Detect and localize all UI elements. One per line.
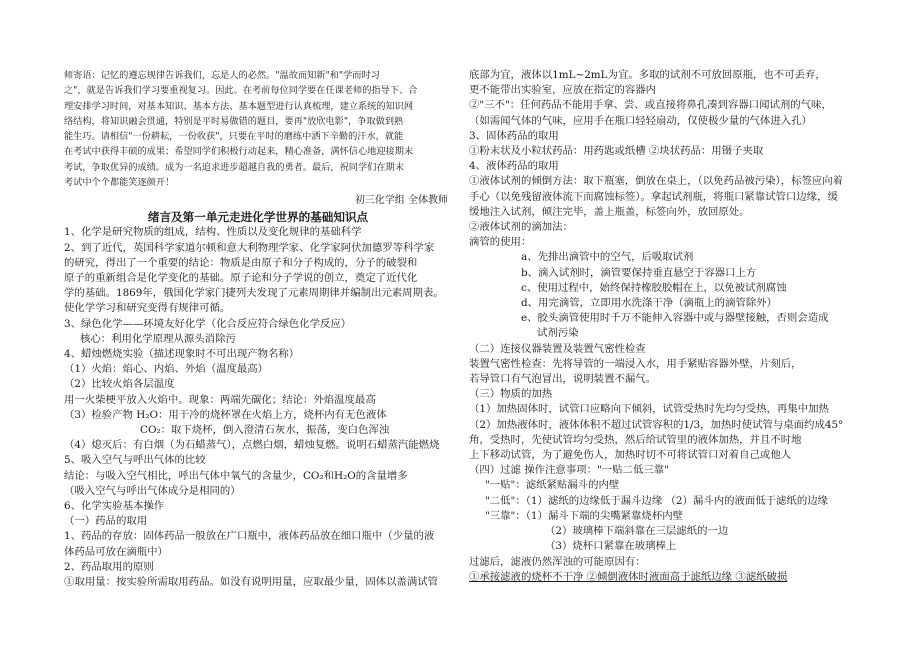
text-line: （四）过滤 操作注意事项："一贴二低三靠" <box>469 464 669 477</box>
text-line: ①取用量：按实验所需取用药品。如没有说明用量，应取最少量，固体以盖满试管 <box>64 576 439 589</box>
intro-line: 在考试中获得丰硕的成果；希望同学们积极行动起来，精心准备，满怀信心地迎接期末 <box>64 146 414 158</box>
text-line: （如需闻气体的气味，应用手在瓶口轻轻扇动，仅使极少量的气体进入孔） <box>469 114 812 127</box>
text-line: "一贴"：滤纸紧贴漏斗的内壁 <box>485 479 620 492</box>
text-line: ①承接滤液的烧杯不干净 ②倾倒液体时液面高于滤纸边缘 ③滤纸破损 <box>469 570 788 583</box>
text-line: 4、蜡烛燃烧实验（描述现象时不可出现产物名称） <box>64 348 300 360</box>
text-line: "二低"：（1）滤纸的边缘低于漏斗边缘 （2）漏斗内的液面低于滤纸的边缘 <box>485 494 828 507</box>
text-line: （1）火焰：焰心、内焰、外焰（温度最高） <box>64 363 269 376</box>
text-line: 上下移动试管，为了避免伤人，加热时切不可将试管口对着自己或他人 <box>469 449 792 462</box>
teacher-message <box>64 68 452 190</box>
text-line: （吸入空气与呼出气体成分是相同的） <box>64 484 241 497</box>
text-line: 角，受热时，先使试管均匀受热，然后给试管里的液体加热，并且不时地 <box>469 433 802 446</box>
intro-line: 络结构，将知识融会贯通，特别是平时易做错的题目，要再"放欣电影"，争取做到熟 <box>64 115 404 127</box>
text-line: （1）加热固体时，试管口应略向下倾斜，试管受热时先均匀受热，再集中加热 <box>469 403 829 416</box>
text-line: （3）检验产物 H₂O：用干冷的烧杯罩在火焰上方，烧杯内有无色液体 <box>64 408 387 421</box>
intro-line: 能生巧。请相信"一份耕耘，一份收获"，只要在平时的磨练中洒下辛勤的汗水，就能 <box>64 131 404 143</box>
text-line: 用一火柴梗平放入火焰中。现象：两端先碳化；结论：外焰温度最高 <box>64 393 376 406</box>
text-line: 6、化学实验基本操作 <box>64 500 165 513</box>
text-line: 3、固体药品的取用 <box>469 129 559 142</box>
text-line: 装置气密性检查：先将导管的一端浸入水，用手紧贴容器外壁，片刻后， <box>469 357 802 370</box>
text-line: （2）加热液体时，液体体积不超过试管容积的1/3，加热时使试管与桌面约成45° <box>469 418 844 431</box>
signature: 初三化学组 全体教师 <box>354 195 448 207</box>
text-line: 原子的重新组合是化学变化的基础。原子论和分子学说的创立，奠定了近代化 <box>64 271 418 284</box>
text-line: 1、化学是研究物质的组成，结构、性质以及变化规律的基础科学 <box>64 226 362 239</box>
text-line: （2）玻璃棒下端斜靠在三层滤纸的一边 <box>545 525 729 538</box>
text-line: 2、到了近代，英国科学家道尔顿和意大利物理学家、化学家阿伏加德罗等科学家 <box>64 241 435 254</box>
text-line: 过滤后，滤液仍然浑浊的可能原因有： <box>469 555 646 568</box>
text-line: ①粉末状及小粒状药品：用药匙或纸槽 ②块状药品：用镊子夹取 <box>469 145 764 158</box>
intro-line: 之"，就是告诉我们学习要重视复习。因此。在考前每位同学要在任课老师的指导下、合 <box>64 85 418 97</box>
text-line: 核心：利用化学原理从源头消除污 <box>80 332 236 345</box>
text-line: 体药品可放在滴瓶中） <box>64 545 168 558</box>
text-line: （2）比较火焰各层温度 <box>64 378 175 391</box>
text-line: 使化学学习和研究变得有规律可循。 <box>64 302 231 315</box>
text-line: 3、绿色化学——环境友好化学（化合反应符合绿色化学反应） <box>64 317 352 330</box>
section-title: 绪言及第一单元走进化学世界的基础知识点 <box>147 210 369 225</box>
text-line: 的研究，得出了一个重要的结论：物质是由原子和分子构成的，分子的破裂和 <box>64 256 418 269</box>
text-line: （4）熄灭后：有白烟（为石蜡蒸气），点燃白烟，蜡烛复燃。说明石蜡蒸汽能燃烧 <box>64 439 440 452</box>
text-line: ②液体试剂的滴加法： <box>469 221 573 234</box>
text-line: （二）连接仪器装置及装置气密性检查 <box>469 342 646 355</box>
text-line: 手心（以免残留液体流下而腐蚀标签）。拿起试剂瓶，将瓶口紧靠试管口边缘，缓 <box>469 190 838 203</box>
text-line: 缓地注入试剂，倾注完毕，盖上瓶盖，标签向外，放回原处。 <box>469 205 750 218</box>
text-line: （一）药品的取用 <box>64 515 148 528</box>
text-line: 若导管口有气泡冒出，说明装置不漏气。 <box>469 373 657 386</box>
right-column <box>469 68 859 585</box>
left-column <box>64 68 452 590</box>
text-line: 试剂污染 <box>537 327 579 340</box>
left-content <box>64 225 452 590</box>
text-line: a、先排出滴管中的空气，后吸取试剂 <box>521 251 694 264</box>
text-line: 4、液体药品的取用 <box>469 160 559 173</box>
text-line: b、滴入试剂时，滴管要保持垂直悬空于容器口上方 <box>521 266 757 279</box>
text-line: e、胶头滴管使用时千万不能伸入容器中或与器壁接触，否则会造成 <box>521 312 829 325</box>
text-line: 滴管的使用： <box>469 236 532 249</box>
text-line: （三）物质的加热 <box>469 388 553 401</box>
text-line: CO₂：取下烧杯，倒入澄清石灰水，振荡，变白色浑浊 <box>140 424 390 437</box>
intro-line: 理安排学习时间，对基本知识、基本方法、基本题型进行认真梳理，建立系统的知识网 <box>64 100 414 112</box>
intro-line: 师寄语：记忆的遵忘规律告诉我们，忘是人的必然。"温故而知新"和"学而时习 <box>64 70 380 81</box>
text-line: 结论：与吸入空气相比，呼出气体中氧气的含量少，CO₂和H₂O的含量增多 <box>64 469 408 482</box>
intro-line: 考试中个个都能笑逐颜开！ <box>64 177 175 189</box>
text-line: 底部为宜，液体以1mL~2mL为宜。多取的试剂不可放回原瓶，也不可丢弃， <box>469 69 826 81</box>
text-line: d、用完滴管，立即用水洗涤干净（滴瓶上的滴管除外） <box>521 297 778 310</box>
text-line: c、使用过程中，始终保持橡胶胶帽在上，以免被试剂腐蚀 <box>521 281 787 294</box>
text-line: 5、吸入空气与呼出气体的比较 <box>64 454 206 467</box>
intro-line: 考试，争取优异的成绩。成为一名追求进步超越自我的勇者。最后，祝同学们在期末 <box>64 161 404 173</box>
text-line: 2、药品取用的原则 <box>64 560 154 573</box>
text-line: ①液体试剂的倾倒方法：取下瓶塞，倒放在桌上，（以免药品被污染），标签应向着 <box>469 175 844 188</box>
text-line: ②"三不"：任何药品不能用手拿、尝、或直接将鼻孔凑到容器口闻试剂的气味， <box>469 99 832 112</box>
text-line: "三靠"：（1）漏斗下端的尖嘴紧靠烧杯内壁 <box>485 509 683 522</box>
text-line: 更不能带出实验室，应放在指定的容器内 <box>469 84 657 97</box>
text-line: 学的基础。1869年，俄国化学家门捷列夫发现了元素周期律并编制出元素周期表。 <box>64 287 444 300</box>
text-line: 1、药品的存放：固体药品一般放在广口瓶中，液体药品放在细口瓶中（少量的液 <box>64 530 435 543</box>
text-line: （3）烧杯口紧靠在玻璃棒上 <box>545 540 677 553</box>
